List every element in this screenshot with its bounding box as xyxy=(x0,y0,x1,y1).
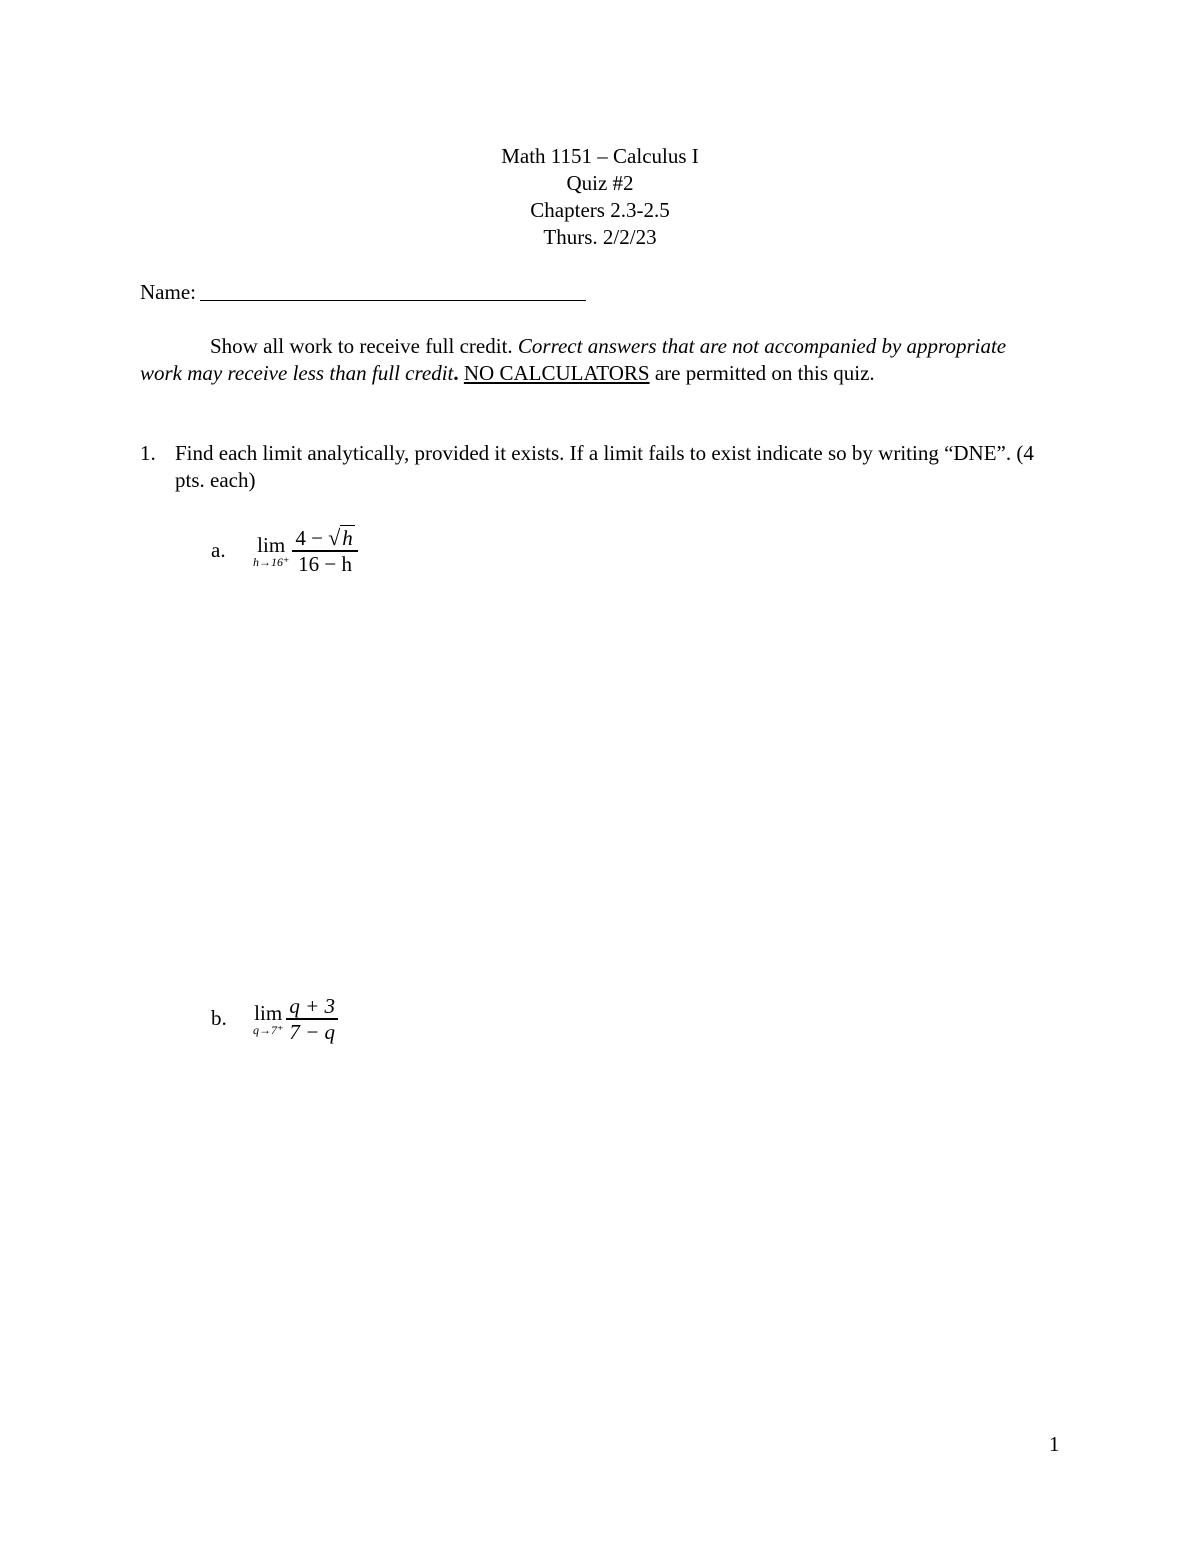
part-a xyxy=(211,526,358,576)
sqrt-symbol: √ xyxy=(328,525,341,550)
numerator-constant: 4 − xyxy=(295,526,323,550)
lim-word: lim xyxy=(254,1000,283,1025)
question-number: 1. xyxy=(140,441,156,465)
denominator: 16 − h xyxy=(298,551,352,576)
instructions-period: . xyxy=(453,361,464,385)
square-root xyxy=(328,526,355,550)
quiz-date: Thurs. 2/2/23 xyxy=(543,225,657,249)
denominator: 7 − q xyxy=(289,1019,336,1044)
numerator: q + 3 xyxy=(289,994,336,1018)
limit-operator xyxy=(253,1002,283,1036)
chapters: Chapters 2.3-2.5 xyxy=(530,198,670,222)
numerator xyxy=(292,526,357,550)
limit-operator xyxy=(253,534,289,568)
part-label: a. xyxy=(211,538,226,563)
question-text: Find each limit analytically, provided it exists. If a limit fails to exist indicate so by writing “DNE”. (4 pts. each) xyxy=(175,441,1034,492)
quiz-header xyxy=(0,143,1200,251)
fraction xyxy=(292,526,357,576)
course-title: Math 1151 – Calculus I xyxy=(501,144,699,168)
lim-word: lim xyxy=(257,532,286,557)
instructions-plain-end: are permitted on this quiz. xyxy=(649,361,875,385)
quiz-number: Quiz #2 xyxy=(566,171,634,195)
lim-subscript: q→7⁺ xyxy=(253,1022,284,1037)
radicand: h xyxy=(342,526,353,550)
lim-subscript: h→16⁺ xyxy=(253,554,290,569)
question-1 xyxy=(140,440,1050,494)
instructions-italic: Correct answers that are not accompanied by appropriate work may receive less than full credit xyxy=(140,334,1007,385)
fraction xyxy=(286,994,338,1044)
instructions-no-calculators: NO CALCULATORS xyxy=(463,361,650,385)
part-b xyxy=(211,994,338,1044)
name-row xyxy=(140,278,586,306)
instructions xyxy=(140,333,1050,387)
instructions-plain-start: Show all work to receive full credit. xyxy=(210,334,518,358)
name-blank-line[interactable] xyxy=(200,278,586,301)
name-label: Name: xyxy=(140,280,196,304)
page-number: 1 xyxy=(1049,1432,1060,1456)
part-label: b. xyxy=(211,1006,227,1031)
